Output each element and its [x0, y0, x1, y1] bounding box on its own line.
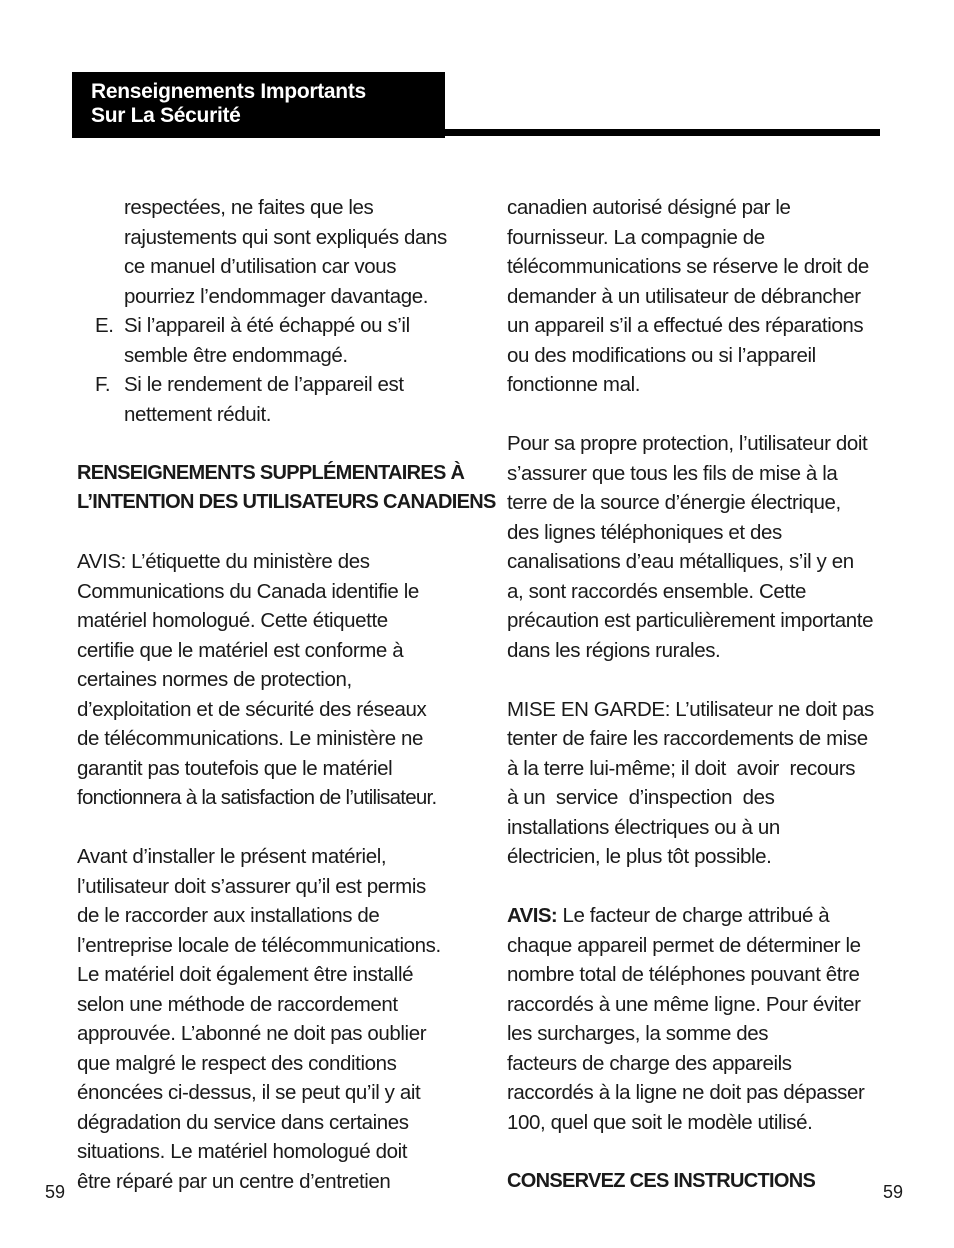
header-title-line-1: Renseignements Importants [91, 80, 366, 103]
text-line: rajustements qui sont expliqués dans [124, 225, 447, 249]
header-title-line-2: Sur La Sécurité [91, 104, 241, 127]
text-line: des lignes téléphoniques et des [507, 520, 782, 544]
text-line: situations. Le matériel homologué doit [77, 1140, 408, 1163]
text-line: nettement réduit. [124, 402, 272, 426]
page-number-right: 59 [883, 1182, 904, 1202]
text-line: approuvée. L’abonné ne doit pas oublier [77, 1022, 427, 1045]
text-line: raccordés à la ligne ne doit pas dépasser [507, 1081, 865, 1104]
text-line: certifie que le matériel est conforme à [77, 638, 404, 662]
text-line: raccordés à une même ligne. Pour éviter [507, 992, 861, 1016]
paragraph-mise-en-garde [507, 695, 887, 872]
avis-label: AVIS: [507, 904, 558, 927]
text-line: certaines normes de protection, [77, 668, 352, 691]
text-line: à la terre lui-même; il doit avoir recours [507, 756, 856, 780]
text-line: pourriez l’endommager davantage. [124, 284, 428, 308]
text-line: ce manuel d’utilisation car vous [124, 255, 397, 278]
text-line: Avant d’installer le présent matériel, [77, 845, 387, 868]
closing-heading: CONSERVEZ CES INSTRUCTIONS [507, 1169, 816, 1192]
text-line: garantit pas toutefois que le matériel [77, 756, 393, 780]
text-line: de le raccorder aux installations de [77, 904, 380, 927]
header-rule [445, 129, 880, 136]
text-line: télécommunications se réserve le droit de [507, 255, 869, 278]
section-heading [77, 459, 496, 518]
paragraph-protection [507, 429, 887, 665]
text-line: un appareil s’il a effectué des réparations [507, 314, 864, 337]
text-line: énoncées ci-dessus, il se peut qu’il y ait [77, 1081, 421, 1104]
text-line: respectées, ne faites que les [124, 196, 374, 219]
text-line: de télécommunications. Le ministère ne [77, 727, 424, 750]
text-line: fournisseur. La compagnie de [507, 225, 765, 249]
text-line: demander à un utilisateur de débrancher [507, 284, 861, 308]
text-line: chaque appareil permet de déterminer le [507, 933, 861, 957]
text-line: Si le rendement de l’appareil est [124, 373, 404, 396]
text-line: nombre total de téléphones pouvant être [507, 963, 860, 986]
text-line: fonctionne mal. [507, 373, 641, 396]
section-header [72, 72, 445, 138]
text-line: selon une méthode de raccordement [77, 992, 398, 1016]
text-line: l’entreprise locale de télécommunications. [77, 933, 441, 957]
text-line: installations électriques ou à un [507, 815, 780, 839]
text-line: être réparé par un centre d’entretien [77, 1169, 391, 1193]
text-line: facteurs de charge des appareils [507, 1051, 792, 1075]
text-line: MISE EN GARDE: L’utilisateur ne doit pas [507, 697, 874, 721]
text-line: Si l’appareil à été échappé ou s’il [124, 314, 410, 337]
continued-paragraph [77, 193, 457, 311]
text-line: canadien autorisé désigné par le [507, 196, 791, 219]
page-number-left: 59 [45, 1182, 66, 1202]
text-line: canalisations d’eau métalliques, s’il y en [507, 550, 854, 573]
text-line: matériel homologué. Cette étiquette [77, 609, 388, 632]
text-line: précaution est particulièrement importante [507, 609, 874, 632]
text-line [507, 901, 887, 931]
text-line: fonctionnera à la satisfaction de l’utilisateur. [77, 786, 437, 809]
list-item-letter: E. [95, 314, 114, 337]
avis-first-line-rest: Le facteur de charge attribué à [557, 904, 830, 927]
text-line: les surcharges, la somme des [507, 1022, 769, 1045]
right-column [507, 193, 887, 1196]
paragraph-avis-charge [507, 901, 887, 1137]
list-item-letter: F. [95, 373, 111, 396]
heading-line: L’INTENTION DES UTILISATEURS CANADIENS [77, 491, 496, 513]
text-line: Pour sa propre protection, l’utilisateur doit [507, 432, 868, 455]
paragraph-avis [77, 547, 457, 813]
paragraph-installation [77, 842, 457, 1196]
text-line: AVIS: L’étiquette du ministère des [77, 550, 370, 573]
left-column [77, 193, 496, 1196]
text-line: ou des modifications ou si l’appareil [507, 343, 816, 367]
text-line: Communications du Canada identifie le [77, 579, 419, 603]
text-line: que malgré le respect des conditions [77, 1051, 397, 1075]
text-line: dégradation du service dans certaines [77, 1110, 409, 1134]
text-line: semble être endommagé. [124, 343, 348, 367]
text-line: dans les régions rurales. [507, 638, 721, 662]
list-item-f [77, 370, 457, 429]
text-line: s’assurer que tous les fils de mise à la [507, 461, 838, 485]
text-line: Le matériel doit également être installé [77, 963, 414, 986]
paragraph-continued [507, 193, 887, 400]
text-line: l’utilisateur doit s’assurer qu’il est permis [77, 874, 426, 898]
text-line: tenter de faire les raccordements de mise [507, 727, 868, 750]
text-line: à un service d’inspection des [507, 786, 775, 809]
list-item-e [77, 311, 457, 370]
text-line: terre de la source d’énergie électrique, [507, 491, 841, 514]
text-line: a, sont raccordés ensemble. Cette [507, 579, 807, 603]
text-line: d’exploitation et de sécurité des réseaux [77, 697, 427, 721]
text-line: 100, quel que soit le modèle utilisé. [507, 1110, 813, 1134]
text-line: électricien, le plus tôt possible. [507, 845, 772, 868]
heading-line: RENSEIGNEMENTS SUPPLÉMENTAIRES À [77, 461, 465, 484]
